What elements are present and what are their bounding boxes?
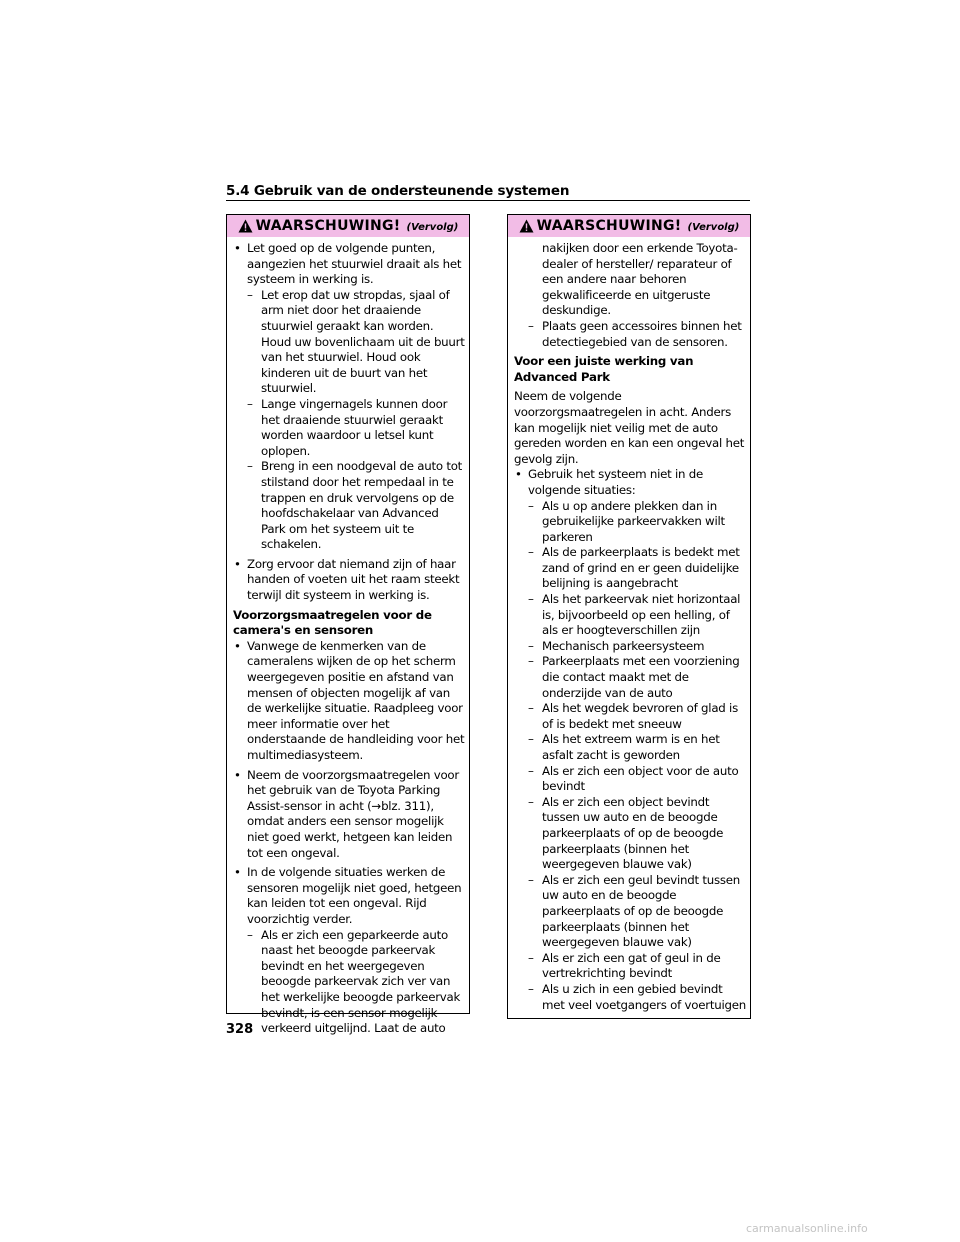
dash-item: – Als er zich een gat of geul in de vertrekrichting bevindt — [514, 951, 746, 982]
dash-item: – Als de parkeerplaats is bedekt met zand of grind en er geen duidelijke belijning is aangebracht — [514, 545, 746, 592]
bullet-item: • Zorg ervoor dat niemand zijn of haar handen of voeten uit het raam steekt terwijl dit systeem in werking is. — [233, 557, 465, 604]
paragraph: Neem de volgende voorzorgsmaatregelen in acht. Anders kan mogelijk niet veilig met de auto gereden worden en kan een ongeval het gevolg zijn. — [514, 389, 745, 466]
warning-triangle-icon — [519, 219, 534, 233]
page-number: 328 — [226, 1022, 254, 1037]
dash-item: – Lange vingernagels kunnen door het draaiende stuurwiel geraakt worden waardoor u letsel kunt oplopen. — [233, 397, 465, 459]
warning-box-right — [507, 214, 751, 1019]
dash-item: – Als het parkeervak niet horizontaal is, bijvoorbeeld op een helling, of als er hoogteverschillen zijn — [514, 592, 746, 639]
dash-item: – Als u zich in een gebied bevindt met veel voetgangers of voertuigen — [514, 982, 746, 1013]
warning-title: WAARSCHUWING! — [255, 218, 401, 234]
dash-item: – Als er zich een geul bevindt tussen uw auto en de beoogde parkeerplaats of op de beoogde parkeerplaats (binnen het weergegeven blauwe vak) — [514, 873, 746, 951]
dash-item: – Als er zich een object voor de auto bevindt — [514, 764, 746, 795]
dash-item: – Let erop dat uw stropdas, sjaal of arm niet door het draaiende stuurwiel geraakt kan worden. Houd uw bovenlichaam uit de buurt van het stuurwiel. Houd ook kinderen uit de buurt van het stuurwiel. — [233, 288, 465, 397]
warning-content — [227, 237, 469, 1037]
dash-item: – Als het extreem warm is en het asfalt zacht is geworden — [514, 732, 746, 763]
dash-item: – Parkeerplaats met een voorziening die contact maakt met de onderzijde van de auto — [514, 654, 746, 701]
warning-title: WAARSCHUWING! — [536, 218, 682, 234]
dash-item: – Als er zich een geparkeerde auto naast het beoogde parkeervak bevindt en het weergegeven beoogde parkeervak zich ver van het werkelijke beoogde parkeervak bevindt, is een sensor mogelijk verkeerd uitgelijnd. Laat de auto — [233, 928, 465, 1037]
bullet-item: • Gebruik het systeem niet in de volgende situaties: — [514, 467, 746, 498]
bullet-item: • Vanwege de kenmerken van de cameralens wijken de op het scherm weergegeven positie en afstand van mensen of objecten mogelijk af van de werkelijke situatie. Raadpleeg voor meer informatie over het onderstaande de handleiding voor het multimediasysteem. — [233, 639, 465, 764]
warning-triangle-icon — [238, 219, 253, 233]
dash-item: – Als het wegdek bevroren of glad is of is bedekt met sneeuw — [514, 701, 746, 732]
bullet-item: • In de volgende situaties werken de sensoren mogelijk niet goed, hetgeen kan leiden tot een ongeval. Rijd voorzichtig verder. — [233, 865, 465, 927]
section-title: 5.4 Gebruik van de ondersteunende systemen — [226, 183, 570, 199]
warning-header — [227, 215, 469, 237]
watermark: carmanualsonline.info — [746, 1222, 868, 1235]
dash-item: – Breng in een noodgeval de auto tot stilstand door het rempedaal in te trappen en druk vervolgens op de hoofdschakelaar van Advanced Park om het systeem uit te schakelen. — [233, 459, 465, 553]
warning-content — [508, 237, 750, 1013]
dash-item: – Plaats geen accessoires binnen het detectiegebied van de sensoren. — [514, 319, 746, 350]
dash-item: – Mechanisch parkeersysteem — [514, 639, 746, 655]
bullet-item: • Neem de voorzorgsmaatregelen voor het gebruik van de Toyota Parking Assist-sensor in acht (→blz. 311), omdat anders een sensor mogelijk niet goed werkt, hetgeen kan leiden tot een ongeval. — [233, 768, 465, 862]
subheading: Voorzorgsmaatregelen voor de camera's en sensoren — [233, 607, 432, 638]
bullet-item: • Let goed op de volgende punten, aangezien het stuurwiel draait als het systeem in werking is. — [233, 241, 465, 288]
subheading: Voor een juiste werking van Advanced Park — [514, 354, 694, 384]
warning-subtitle: (Vervolg) — [687, 222, 740, 233]
dash-item: – Als u op andere plekken dan in gebruikelijke parkeervakken wilt parkeren — [514, 499, 746, 546]
continued-text: nakijken door een erkende Toyota-dealer of hersteller/ reparateur of een andere naar behoren gekwalificeerde en uitgeruste deskundige. — [542, 241, 738, 318]
warning-header — [508, 215, 750, 237]
section-header — [226, 180, 750, 201]
dash-item: – Als er zich een object bevindt tussen uw auto en de beoogde parkeerplaats of op de beoogde parkeerplaats (binnen het weergegeven blauwe vak) — [514, 795, 746, 873]
warning-subtitle: (Vervolg) — [406, 222, 459, 233]
